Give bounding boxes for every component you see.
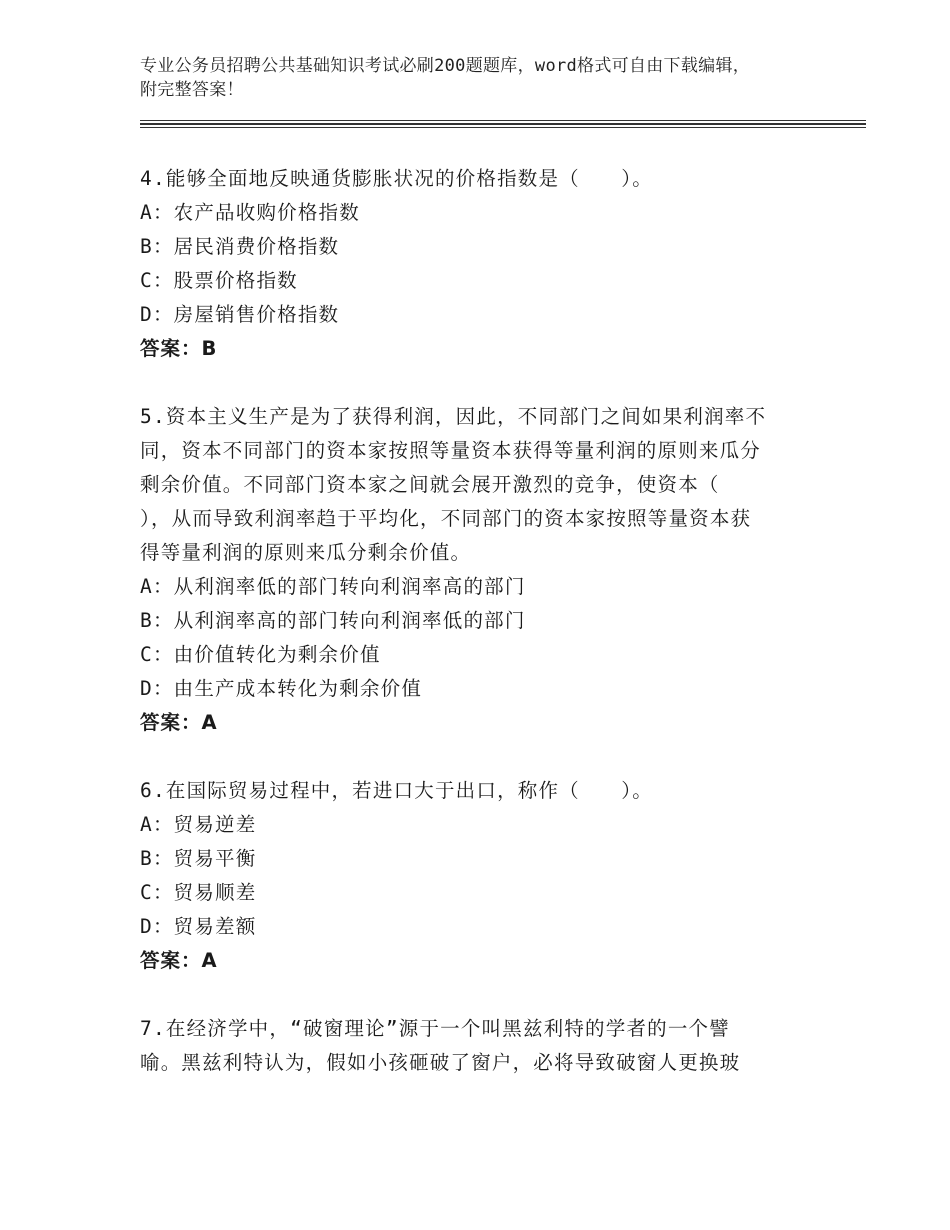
option-b: B：从利润率高的部门转向利润率低的部门 — [140, 609, 526, 632]
question-stem: 4.能够全面地反映通货膨胀状况的价格指数是（ ）。 — [140, 167, 653, 190]
option-c: C：由价值转化为剩余价值 — [140, 643, 381, 666]
option-c: C：股票价格指数 — [140, 269, 298, 292]
option-a: A：农产品收购价格指数 — [140, 201, 360, 224]
question-stem-line: 喻。黑兹利特认为，假如小孩砸破了窗户，必将导致破窗人更换玻 — [140, 1051, 741, 1074]
document-header — [140, 54, 870, 102]
question-stem-line: 同，资本不同部门的资本家按照等量资本获得等量利润的原则来瓜分 — [140, 439, 762, 462]
header-rule-top — [140, 120, 866, 121]
answer-label: 答案：A — [140, 949, 218, 972]
question-5 — [140, 400, 840, 740]
option-a: A：贸易逆差 — [140, 813, 257, 836]
spacer — [140, 978, 840, 1012]
spacer — [140, 366, 840, 400]
question-stem-line: 得等量利润的原则来瓜分剩余价值。 — [140, 541, 472, 564]
spacer — [140, 740, 840, 774]
question-list — [140, 162, 840, 1080]
option-d: D：由生产成本转化为剩余价值 — [140, 677, 423, 700]
option-d: D：房屋销售价格指数 — [140, 303, 340, 326]
answer-label: 答案：A — [140, 711, 218, 734]
option-c: C：贸易顺差 — [140, 881, 257, 904]
question-stem-line: ），从而导致利润率趋于平均化，不同部门的资本家按照等量资本获 — [140, 507, 752, 530]
question-7 — [140, 1012, 840, 1080]
header-rule-bottom — [140, 127, 866, 128]
option-b: B：居民消费价格指数 — [140, 235, 340, 258]
answer-label: 答案：B — [140, 337, 218, 360]
question-stem-line: 5.资本主义生产是为了获得利润，因此，不同部门之间如果利润率不 — [140, 405, 767, 428]
header-line-1: 专业公务员招聘公共基础知识考试必刷200题题库，word格式可自由下载编辑， — [140, 56, 751, 76]
option-b: B：贸易平衡 — [140, 847, 257, 870]
question-stem: 6.在国际贸易过程中，若进口大于出口，称作（ ）。 — [140, 779, 653, 802]
option-a: A：从利润率低的部门转向利润率高的部门 — [140, 575, 526, 598]
question-stem-line: 7.在经济学中，“破窗理论”源于一个叫黑兹利特的学者的一个譬 — [140, 1017, 730, 1040]
header-line-2: 附完整答案！ — [140, 80, 244, 100]
option-d: D：贸易差额 — [140, 915, 257, 938]
question-4 — [140, 162, 840, 366]
header-rule-middle — [140, 123, 866, 125]
question-stem-line: 剩余价值。不同部门资本家之间就会展开激烈的竞争，使资本（ — [140, 473, 720, 496]
question-6 — [140, 774, 840, 978]
